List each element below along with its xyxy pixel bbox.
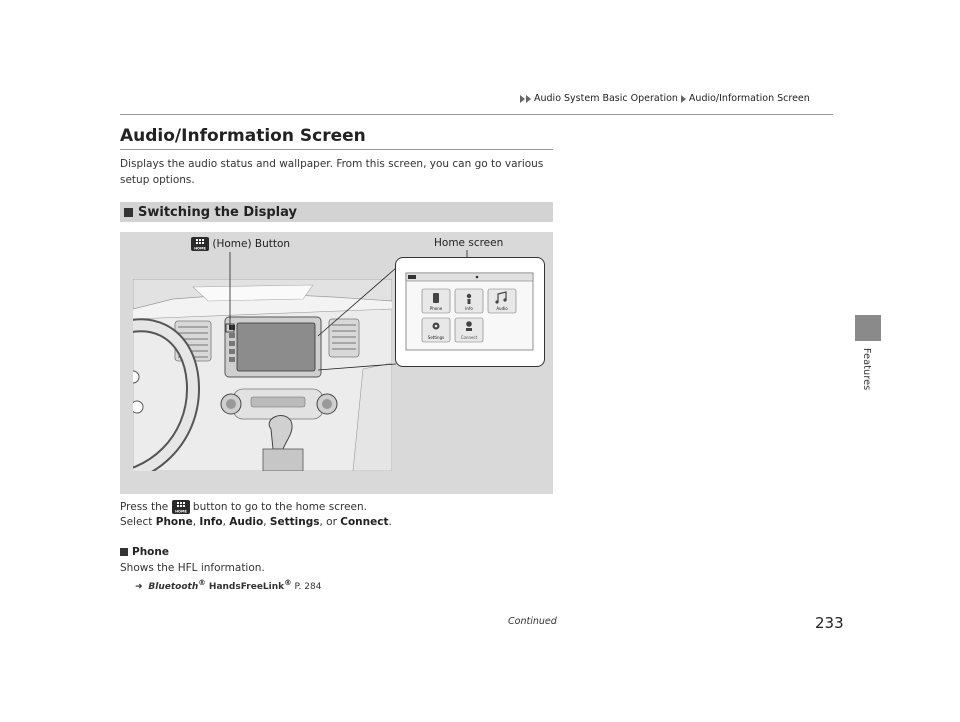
option-phone: Phone [155, 516, 193, 528]
home-icon-text: HOME [194, 246, 206, 251]
section-bullet-icon [124, 208, 133, 217]
home-screen-zoom [395, 257, 545, 367]
title-divider [120, 149, 553, 150]
chapter-tab-marker [855, 315, 881, 341]
dashboard-illustration [120, 232, 553, 494]
breadcrumb-arrow-icon [520, 95, 525, 103]
home-button-label: (Home) Button [212, 238, 291, 250]
section-header [120, 202, 553, 222]
page-title: Audio/Information Screen [120, 126, 366, 146]
breadcrumb-item[interactable]: Audio System Basic Operation [534, 93, 678, 104]
section-title: Switching the Display [138, 204, 297, 220]
phone-description: Shows the HFL information. [120, 562, 265, 574]
home-tile-connect[interactable]: Connect [460, 335, 478, 340]
home-tile-phone[interactable]: Phone [429, 306, 443, 311]
home-screen-callout: Home screen [434, 237, 504, 249]
select-options-instruction: Select Phone, Info, Audio, Settings, or Connect. [120, 516, 392, 528]
option-audio: Audio [229, 516, 264, 528]
cross-reference-link[interactable]: ➜ Bluetooth® HandsFreeLink® P. 284 [135, 578, 322, 592]
option-settings: Settings [269, 516, 320, 528]
continued-label: Continued [508, 616, 557, 627]
header-divider [120, 114, 833, 115]
page-number: 233 [815, 614, 844, 632]
home-grid-icon [172, 500, 190, 514]
xref-arrow-icon: ➜ [135, 582, 143, 592]
home-tile-settings[interactable]: Settings [427, 335, 445, 340]
breadcrumb-item[interactable]: Audio/Information Screen [688, 93, 810, 104]
option-connect: Connect [340, 516, 389, 528]
breadcrumb-arrow-icon [681, 95, 686, 103]
breadcrumb [520, 93, 813, 104]
press-home-instruction: Press the HOME button to go to the home screen. [120, 501, 367, 514]
intro-text: Displays the audio status and wallpaper. From this screen, you can go to various setup options. [120, 158, 544, 186]
chapter-tab-label[interactable]: Features [861, 348, 872, 391]
breadcrumb-arrow-icon [526, 95, 531, 103]
option-info: Info [199, 516, 223, 528]
home-tile-audio[interactable]: Audio [496, 306, 508, 311]
home-tile-info[interactable]: Info [465, 306, 473, 311]
subsection-bullet-icon [120, 548, 128, 556]
home-screen-svg [396, 258, 544, 366]
svg-text:HOME: HOME [174, 509, 187, 514]
phone-subheading: Phone [120, 546, 169, 558]
